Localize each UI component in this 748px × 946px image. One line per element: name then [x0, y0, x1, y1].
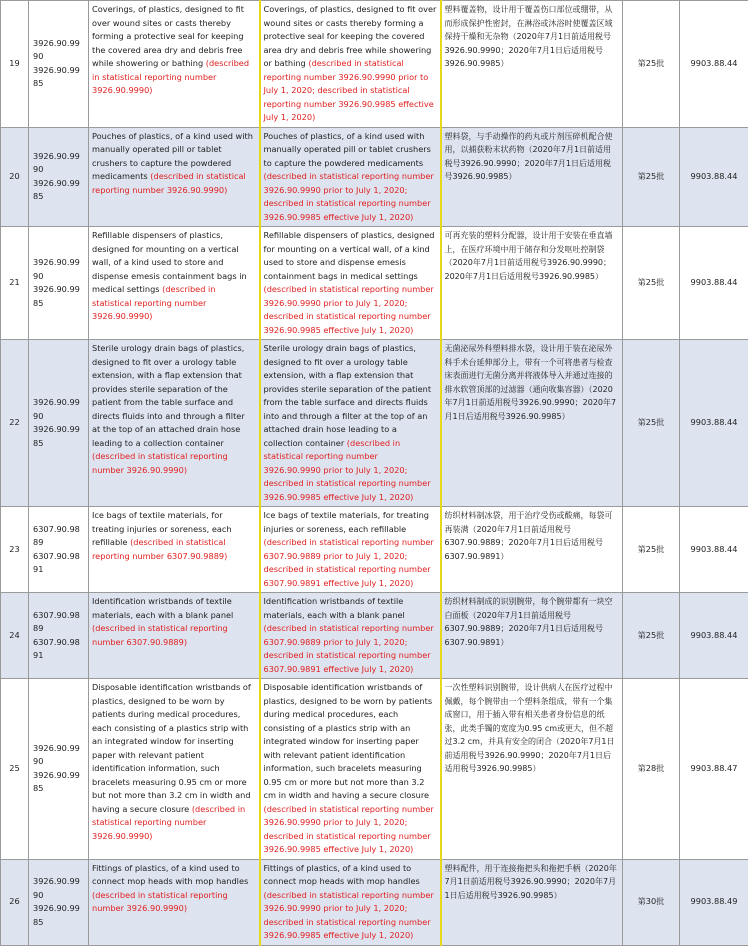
row-number: 22 — [1, 340, 29, 507]
table-row — [1, 859, 748, 945]
revised-description: Sterile urology drain bags of plastics, designed to fit over a urology table extension, with a flap extension that provides sterile separation of the patient from the table surface and directs fluids into and through a filter at the top of an attached drain hose leading to a collection container (described in statistical reporting number 3926.90.9990 prior to July 1, 2020; described in statistical reporting number 3926.90.9985 effective July 1, 2020) — [260, 340, 441, 507]
table-row — [1, 593, 748, 679]
table-row — [1, 507, 748, 593]
heading-code: 9903.88.44 — [680, 593, 748, 679]
batch-label: 第25批 — [623, 227, 680, 340]
heading-code: 9903.88.44 — [680, 127, 748, 227]
batch-label: 第30批 — [623, 859, 680, 945]
revised-description-note: (described in statistical reporting number 3926.90.9990 prior to July 1, 2020; described in statistical reporting number 3926.90.9985 effective July 1, 2020) — [264, 438, 431, 502]
heading-code: 9903.88.49 — [680, 859, 748, 945]
revised-description: Disposable identification wristbands of plastics, designed to be worn by patients during medical procedures, each consisting of a plastics strip with an integrated window for inserting paper with relevant patient identification information, such bracelets measuring 0.95 cm or more but not more than 3.2 cm in width and having a secure closure (described in statistical reporting number 3926.90.9990 prior to July 1, 2020; described in statistical reporting number 3926.90.9985 effective July 1, 2020) — [260, 679, 441, 860]
revised-description-note: (described in statistical reporting number 6307.90.9889 prior to July 1, 2020; described in statistical reporting number 6307.90.9891 effective July 1, 2020) — [264, 623, 434, 674]
original-description-note: (described in statistical reporting number 6307.90.9889) — [92, 537, 227, 561]
revised-description: Fittings of plastics, of a kind used to connect mop heads with mop handles (described in statistical reporting number 3926.90.9990 prior to July 1, 2020; described in statistical reporting number 3926.90.9985 effective July 1, 2020) — [260, 859, 441, 945]
revised-description-note: (described in statistical reporting number 3926.90.9990 prior to July 1, 2020; described in statistical reporting number 3926.90.9985 effective July 1, 2020) — [264, 58, 434, 122]
chinese-description: 纺织材料制冰袋，用于治疗受伤或酸痛，每袋可再装满（2020年7月1日前适用税号6307.90.9889；2020年7月1日后适用税号6307.90.9891） — [441, 507, 623, 593]
table-row — [1, 127, 748, 227]
original-description-note: (described in statistical reporting number 3926.90.9990) — [92, 171, 246, 195]
revised-description-note: (described in statistical reporting number 3926.90.9990 prior to July 1, 2020; described in statistical reporting number 3926.90.9985 effective July 1, 2020) — [264, 284, 434, 335]
row-number: 26 — [1, 859, 29, 945]
batch-label: 第25批 — [623, 507, 680, 593]
original-description-note: (described in statistical reporting number 3926.90.9990) — [92, 284, 215, 321]
original-description: Coverings, of plastics, designed to fit over wound sites or casts thereby forming a protective seal for keeping the covered area dry and debris free while showering or bathing (described in statistical reporting number 3926.90.9990) — [89, 1, 260, 128]
hts-numbers: 3926.90.9990 3926.90.9985 — [29, 227, 89, 340]
row-number: 20 — [1, 127, 29, 227]
hts-numbers: 3926.90.9990 3926.90.9985 — [29, 1, 89, 128]
revised-description-note: (described in statistical reporting number 3926.90.9990 prior to July 1, 2020; described in statistical reporting number 3926.90.9985 effective July 1, 2020) — [264, 171, 434, 222]
original-description-note: (described in statistical reporting number 6307.90.9889) — [92, 623, 228, 647]
hts-numbers: 6307.90.9889 6307.90.9891 — [29, 507, 89, 593]
original-description: Identification wristbands of textile materials, each with a blank panel (described in statistical reporting number 6307.90.9889) — [89, 593, 260, 679]
revised-description: Coverings, of plastics, designed to fit over wound sites or casts thereby forming a protective seal for keeping the covered area dry and debris free while showering or bathing (described in statistical reporting number 3926.90.9990 prior to July 1, 2020; described in statistical reporting number 3926.90.9985 effective July 1, 2020) — [260, 1, 441, 128]
original-description: Disposable identification wristbands of plastics, designed to be worn by patients during medical procedures, each consisting of a plastics strip with an integrated window for inserting paper with relevant patient identification information, such bracelets measuring 0.95 cm or more but not more than 3.2 cm in width and having a secure closure (described in statistical reporting number 3926.90.9990) — [89, 679, 260, 860]
heading-code: 9903.88.44 — [680, 227, 748, 340]
row-number: 24 — [1, 593, 29, 679]
chinese-description: 一次性塑料识别腕带，设计供病人在医疗过程中佩戴，每个腕带由一个塑料条组成，带有一个集成窗口，用于插入带有相关患者身份信息的纸张，此类手镯的宽度为0.95 cm或更大，但不超过3.2 cm，并具有安全的闭合（2020年7月1日前适用税号3926.90.9990；2020年7月1日后适用税号3926.90.9985） — [441, 679, 623, 860]
heading-code: 9903.88.44 — [680, 507, 748, 593]
revised-description: Identification wristbands of textile materials, each with a blank panel (described in statistical reporting number 6307.90.9889 prior to July 1, 2020; described in statistical reporting number 6307.90.9891 effective July 1, 2020) — [260, 593, 441, 679]
chinese-description: 纺织材料制成的识别腕带，每个腕带都有一块空白面板（2020年7月1日前适用税号6307.90.9889；2020年7月1日后适用税号6307.90.9891） — [441, 593, 623, 679]
heading-code: 9903.88.44 — [680, 340, 748, 507]
chinese-description: 塑料覆盖物，设计用于覆盖伤口部位或绷带，从而形成保护性密封，在淋浴或沐浴时使覆盖区域保持干燥和无杂物（2020年7月1日前适用税号3926.90.9990；2020年7月1日后适用税号3926.90.9985） — [441, 1, 623, 128]
chinese-description: 可再充装的塑料分配器，设计用于安装在垂直墙上，在医疗环境中用于储存和分发呕吐控制袋（2020年7月1日前适用税号3926.90.9990；2020年7月1日后适用税号3926.90.9985） — [441, 227, 623, 340]
heading-code: 9903.88.44 — [680, 1, 748, 128]
row-number: 21 — [1, 227, 29, 340]
revised-description-note: (described in statistical reporting number 6307.90.9889 prior to July 1, 2020; described in statistical reporting number 6307.90.9891 effective July 1, 2020) — [264, 537, 434, 588]
heading-code: 9903.88.47 — [680, 679, 748, 860]
table-row — [1, 1, 748, 128]
original-description-note: (described in statistical reporting number 3926.90.9990) — [92, 451, 228, 475]
row-number: 25 — [1, 679, 29, 860]
hts-numbers: 3926.90.9990 3926.90.9985 — [29, 340, 89, 507]
chinese-description: 塑料袋，与手动操作的药丸或片剂压碎机配合使用，以捕获粉末状药物（2020年7月1日前适用税号3926.90.9990；2020年7月1日后适用税号3926.90.9985） — [441, 127, 623, 227]
revised-description-note: (described in statistical reporting number 3926.90.9990 prior to July 1, 2020; described in statistical reporting number 3926.90.9985 effective July 1, 2020) — [264, 890, 434, 941]
table-row — [1, 679, 748, 860]
row-number: 23 — [1, 507, 29, 593]
original-description: Sterile urology drain bags of plastics, designed to fit over a urology table extension, with a flap extension that provides sterile separation of the patient from the table surface and directs fluids into and through a filter at the top of an attached drain hose leading to a collection container (described in statistical reporting number 3926.90.9990) — [89, 340, 260, 507]
original-description: Refillable dispensers of plastics, designed for mounting on a vertical wall, of a kind used to store and dispense emesis containment bags in medical settings (described in statistical reporting number 3926.90.9990) — [89, 227, 260, 340]
original-description-note: (described in statistical reporting number 3926.90.9990) — [92, 890, 228, 914]
revised-description: Pouches of plastics, of a kind used with manually operated pill or tablet crushers to capture the powdered medicaments (described in statistical reporting number 3926.90.9990 prior to July 1, 2020; described in statistical reporting number 3926.90.9985 effective July 1, 2020) — [260, 127, 441, 227]
revised-description-note: (described in statistical reporting number 3926.90.9990 prior to July 1, 2020; described in statistical reporting number 3926.90.9985 effective July 1, 2020) — [264, 804, 434, 855]
batch-label: 第28批 — [623, 679, 680, 860]
original-description-note: (described in statistical reporting number 3926.90.9990) — [92, 58, 249, 95]
hts-numbers: 3926.90.9990 3926.90.9985 — [29, 127, 89, 227]
revised-description: Refillable dispensers of plastics, designed for mounting on a vertical wall, of a kind used to store and dispense emesis containment bags in medical settings (described in statistical reporting number 3926.90.9990 prior to July 1, 2020; described in statistical reporting number 3926.90.9985 effective July 1, 2020) — [260, 227, 441, 340]
batch-label: 第25批 — [623, 1, 680, 128]
original-description: Ice bags of textile materials, for treating injuries or soreness, each refillable (described in statistical reporting number 6307.90.9889) — [89, 507, 260, 593]
hts-numbers: 3926.90.9990 3926.90.9985 — [29, 679, 89, 860]
table-row — [1, 227, 748, 340]
batch-label: 第25批 — [623, 340, 680, 507]
table-row — [1, 340, 748, 507]
chinese-description: 塑料配件，用于连接拖把头和拖把手柄（2020年7月1日前适用税号3926.90.9990；2020年7月1日后适用税号3926.90.9985） — [441, 859, 623, 945]
original-description: Fittings of plastics, of a kind used to connect mop heads with mop handles (described in statistical reporting number 3926.90.9990) — [89, 859, 260, 945]
hts-numbers: 3926.90.9990 3926.90.9985 — [29, 859, 89, 945]
batch-label: 第25批 — [623, 127, 680, 227]
chinese-description: 无菌泌尿外科塑料排水袋，设计用于装在泌尿外科手术台延伸部分上，带有一个可将患者与检查床表面进行无菌分离并将液体导入并通过连接的排水软管顶部的过滤器（通向收集容器）（2020年7月1日前适用税号3926.90.9990；2020年7月1日后适用税号3926.90.9985） — [441, 340, 623, 507]
revised-description: Ice bags of textile materials, for treating injuries or soreness, each refillable (described in statistical reporting number 6307.90.9889 prior to July 1, 2020; described in statistical reporting number 6307.90.9891 effective July 1, 2020) — [260, 507, 441, 593]
original-description-note: (described in statistical reporting number 3926.90.9990) — [92, 804, 245, 841]
original-description: Pouches of plastics, of a kind used with manually operated pill or tablet crushers to capture the powdered medicaments (described in statistical reporting number 3926.90.9990) — [89, 127, 260, 227]
batch-label: 第25批 — [623, 593, 680, 679]
row-number: 19 — [1, 1, 29, 128]
hts-numbers: 6307.90.9889 6307.90.9891 — [29, 593, 89, 679]
